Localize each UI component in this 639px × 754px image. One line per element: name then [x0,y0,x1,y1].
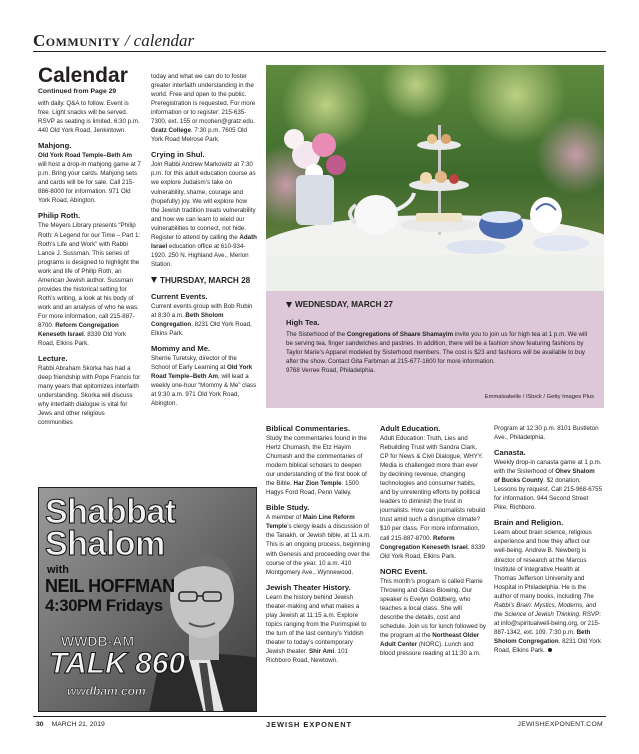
footer-left [36,720,105,730]
event-body: Old York Road Temple–Beth Am will host a drop-in mahjong game at 7 p.m. Bring your cards. Mahjong sets and cards will be for sale. Call 215-886-8000 for information. 971 Old York Road, Abington. [38,152,141,205]
section-separator: / [120,31,134,50]
event-venue: Beth Sholom Congregation [494,628,591,645]
event-title: Jewish Theater History. [266,582,351,592]
column-5 [494,424,602,714]
event-address: 9768 Verree Road, Philadelphia. [286,367,376,374]
ad-time: 4:30PM Fridays [45,596,163,615]
event-title: Bible Study. [266,503,310,513]
event-intro: with daily. Q&A to follow. Event is free. Light snacks will be served. RSVP as seating is limited. 6:30 p.m. 440 Old York Road, Jenkintown. [38,100,140,135]
event-title: NORC Event. [380,566,428,576]
column-4 [380,424,486,714]
event-venue: Reform Congregation Keneseth Israel [38,321,119,339]
event-body: Rabbi Abraham Skorka has had a deep friendship with Pope Francis for many years that epitomizes interfaith understanding. Skorka will discuss why interfaith dialogue is vital for Jews and other religious communities [38,365,141,427]
issue-date: MARCH 21, 2019 [51,721,105,728]
event-venue: Main Line Reform Temple [266,514,355,531]
photo-credit: Emmalsabelle / iStock / Getty Images Plus [484,394,594,400]
triangle-down-icon [151,277,157,283]
event-venue: Har Zion Temple [293,480,342,488]
radio-ad [38,487,257,712]
calendar-title: Calendar [38,65,128,87]
event-venue: Old York Road Temple–Beth Am [151,364,253,381]
header-rule [33,51,606,52]
event-body: Learn about brain science, religious experience and how they affect our well-being. Andrew B. Newberg is director of research at the Marcus Institute of Integrative Health at Thomas Jefferson University and Hospital in Philadelphia. He is the author of many books, including The Rabbi’s Brain: Mystics, Moderns, and the Science of Jewish Thinking. RSVP: at info@spiritualwell-being.org, or 215-887-1342, ext. 109. 7:30 p.m. Beth Sholom Congregation. 8231 Old York Road, Elkins Park. [494,529,601,654]
event-title: Biblical Commentaries. [266,424,350,433]
column-2 [151,72,257,483]
event-venue: Old York Road Temple–Beth Am [38,152,132,160]
column-3 [266,424,372,714]
high-tea-photo [266,65,604,291]
event-title: Mommy and Me. [151,344,211,354]
featured-event [266,291,604,408]
event-venue: Congregations of Shaare Shamayim [346,331,454,338]
event-venue: Adath Israel [151,233,257,250]
event-title: Adult Education. [380,424,441,433]
event-body: Learn the history behind Jewish theater-making and what makes a play Jewish at 11:15 a.m. Explore topics ranging from the Purimspiel to the turn of the last century’s Yiddish theater to today’s contemporary Jewish theater. Shir Ami. 101 Richboro Road, Newtown. [266,593,367,664]
event-title: Lecture. [38,354,68,364]
event-body: The Sisterhood of the Congregations of Shaare Shamayim invite you to join us for high tea at 1 p.m. We will be serving tea, finger sandwiches and pastries. In addition, there will be a fashion show featuring fashions by Taylor Marie’s Apparel modeled by Sisterhood members. The cost is $23 and fashions will be available to buy after the show. Contact Gita Farbman at 215-677-1600 for more information. [286,331,588,365]
event-body: A member of Main Line Reform Temple’s clergy leads a discussion of the Tanakh, or Jewish bible, at 11 a.m. This is an ongoing process, beginning with Genesis and proceeding over the course of the year. 10 a.m. 410 Montgomery Ave., Wynnewood. [266,514,372,576]
event-title: Canasta. [494,448,526,458]
event-body: Adult Education: Truth, Lies and Rebuilding Trust with Sandra Clark, CP for News & Civil Dialogue, WHYY. Media is challenged more than ever by declining revenue, changing technologies and consumer habits, and by unrelenting efforts by political leaders to diminish the trust in journalists. How can journalists rebuild trust amid such a disruptive climate? $10 per class. For more information, call 215-887-8700. Reform Congregation Keneseth Israel. 8339 Old York Road, Elkins Park. [380,435,486,560]
event-body: This month’s program is called Flame Throwing and Glass Blowing. Our speaker is Evelyn Goldberg, who teaches a local class. She will describe the details, cost and schedule. Join us for lunch followed by the program at the Northeast Older Adult Center (NORC). Lunch and blood pressure reading at 11:30 a.m. [380,577,486,658]
column-1 [38,65,141,483]
event-body: today and what we can do to foster greater interfaith understanding in the world. Free and open to the public. Preregistration is requested. For more information or to register: 215-635-7300, ext. 155 or mcohen@gratz.edu. Gratz College. 7:30 p.m. 7605 Old York Road Melrose Park. [151,73,256,144]
triangle-down-icon [286,302,292,308]
ad-with: with [47,564,69,576]
ad-station: WWDB-AM [61,633,135,649]
day-heading: THURSDAY, MARCH 28 [151,275,257,286]
publication-name: JEWISH EXPONENT [266,720,353,729]
event-title: Brain and Religion. [494,518,564,528]
event-body: Join Rabbi Andrew Markowitz at 7:30 p.m. for this adult education course as we explore Judaism’s take on vulnerability, shame, courage and (hopefully) joy. We will explore how the Jewish tradition treats vulnerability and how we can learn to wield our vulnerabilities to connect, not hide. Register to attend by calling the Adath Israel education office at 610-934-1920. 250 N. Highland Ave., Merion Station. [151,161,257,268]
event-venue: Beth Sholom Congregation [151,311,224,329]
event-body: Weekly drop-in canasta game at 1 p.m. with the Sisterhood of Ohev Shalom of Bucks County. $2 donation. Lessons by request. Call 215-968-6755 for information. 944 Second Street Pike, Richboro. [494,459,602,512]
ad-host-name: NEIL HOFFMAN [45,576,175,596]
high-tea-illustration [266,65,604,291]
event-title: Current Events. [151,291,208,301]
event-body: The Meyers Library presents “Philip Roth: A Legend for our Time – Part 1: Roth’s Life and Work” with Rabbi Lance J. Sussman. This series of programs is designed to highlight the work and life of Philip Roth, an American Jewish author. Sussman provides the historical setting for Roth’s writing, a look at his body of work and an analysis of who he was. For more information, call 215-887-8700. Reform Congregation Keneseth Israel. 8339 Old York Road, Elkins Park. [38,222,141,348]
event-venue: Shir Ami [309,647,335,655]
section-header [33,31,194,51]
event-venue: Gratz College [151,127,191,135]
event-title: Mahjong. [38,141,72,151]
ad-website: wwdbam.com [67,684,146,698]
event-venue: Northeast Older Adult Center [380,631,480,648]
page-number: 30 [36,721,44,728]
end-mark-icon [548,648,552,652]
section-name: Community [33,31,121,50]
event-body: Program at 12:30 p.m. 8101 Bustleton Ave., Philadelphia. [494,425,599,442]
subsection-name: calendar [133,31,195,50]
ad-headline-line1: Shabbat [45,493,176,531]
event-venue: Reform Congregation Keneseth Israel [380,534,468,551]
ad-talk: TALK 860 [49,647,186,680]
event-title: Philip Roth. [38,211,81,221]
event-title: High Tea. [286,318,320,327]
continued-note: Continued from Page 29 [38,88,117,95]
event-venue: Ohev Shalom of Bucks County [494,468,595,485]
event-title: Crying in Shul. [151,150,205,160]
footer-rule [33,716,606,717]
publication-website: JEWISHEXPONENT.COM [517,721,603,728]
event-body: Study the commentaries found in the Hertz Chumash, the Etz Hayim Chumash and the commentaries of modern biblical scholars to deepen our understanding of the first book of the Bible. Har Zion Temple. 1500 Hagys Ford Road, Penn Valley. [266,435,367,497]
ad-headline-line2: Shalom [45,525,165,563]
day-heading: WEDNESDAY, MARCH 27 [286,299,592,310]
book-title: The Rabbi’s Brain: Mystics, Moderns, and the Science of Jewish Thinking [494,592,597,618]
event-body: Sherrie Turetsky, director of the School of Early Learning at Old York Road Temple–Beth Am, will lead a weekly one-hour “Mommy & Me” class at 9:30 a.m. 971 Old York Road, Abington. [151,355,257,408]
event-body: Current events group with Bob Rubin at 8:30 a.m. Beth Sholom Congregation. 8231 Old York Road, Elkins Park. [151,302,253,338]
